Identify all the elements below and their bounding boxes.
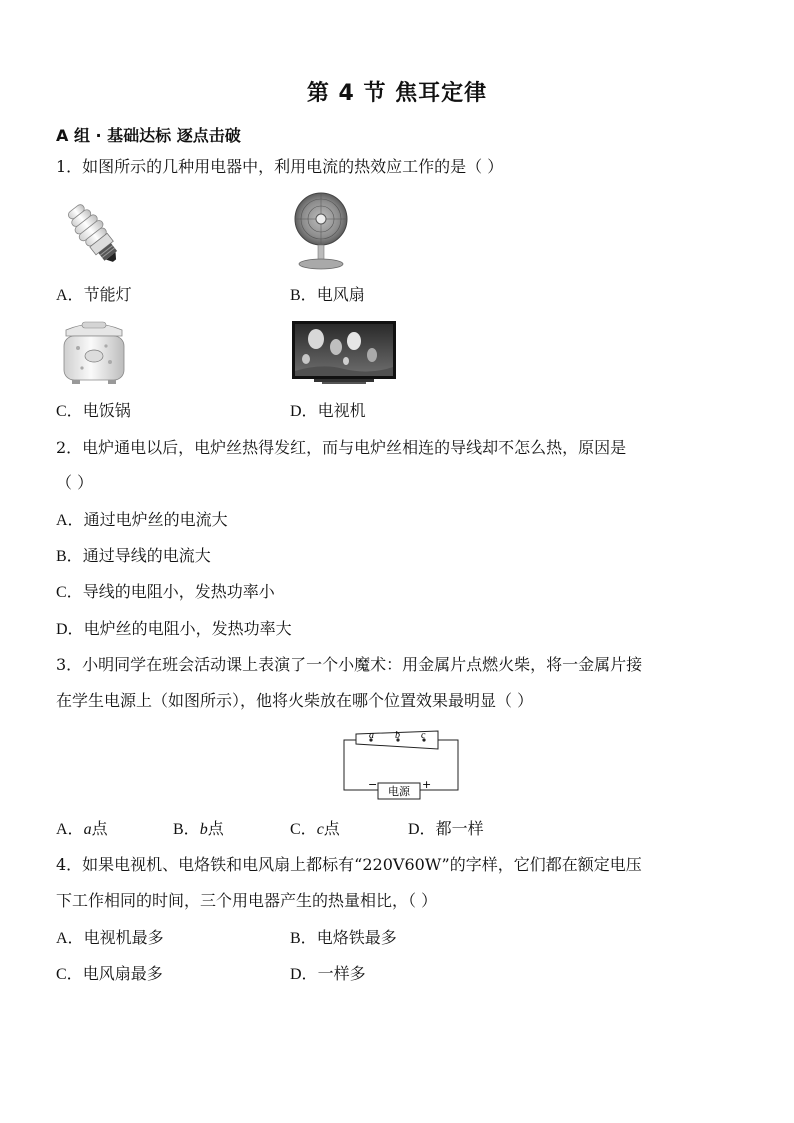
- q4-stem-line1: 4．如果电视机、电烙铁和电风扇上都标有“220V60W”的字样，它们都在额定电压: [56, 855, 642, 874]
- circuit-diagram: [340, 726, 464, 806]
- energy-saving-bulb-image: [56, 200, 132, 272]
- q2-option-a[interactable]: [56, 509, 228, 532]
- q3-option-b-text: 点: [207, 819, 224, 838]
- q3-option-c-var: c: [316, 821, 324, 838]
- q4-option-c-letter: C．: [56, 966, 83, 983]
- q4-option-b-letter: B．: [290, 930, 317, 947]
- q3-option-d-text: 都一样: [435, 819, 484, 838]
- q4-option-d-text: 一样多: [317, 964, 366, 983]
- q1-option-d-text: 电视机: [317, 401, 366, 420]
- q2-option-d-text: 电炉丝的电阻小，发热功率大: [83, 619, 292, 638]
- q3-option-a[interactable]: [56, 818, 108, 841]
- q3-stem-line2: 在学生电源上（如图所示），他将火柴放在哪个位置效果最明显（ ）: [56, 691, 534, 710]
- q3-option-d-letter: D．: [408, 821, 436, 838]
- point-a-label: a: [369, 730, 374, 741]
- television-image: [292, 321, 396, 385]
- q1-option-b-letter: B．: [290, 287, 317, 304]
- q4-option-a-letter: A．: [56, 930, 84, 947]
- q3-option-c-text: 点: [323, 819, 340, 838]
- q4-stem-line2: 下工作相同的时间，三个用电器产生的热量相比，（ ）: [56, 891, 438, 910]
- q1-stem: 1．如图所示的几种用电器中，利用电流的热效应工作的是（ ）: [56, 157, 504, 176]
- minus-terminal-label: −: [368, 778, 378, 791]
- group-heading: A 组 · 基础达标 逐点击破: [56, 126, 241, 145]
- q3-option-c[interactable]: [290, 818, 340, 841]
- q2-stem-line1: 2．电炉通电以后，电炉丝热得发红，而与电炉丝相连的导线却不怎么热，原因是: [56, 438, 627, 457]
- plus-terminal-label: +: [422, 778, 432, 791]
- q1-option-c-text: 电饭锅: [82, 401, 131, 420]
- q4-option-b-text: 电烙铁最多: [316, 928, 397, 947]
- q1-option-a-text: 节能灯: [83, 285, 132, 304]
- page-title: 第 4 节 焦耳定律: [306, 81, 488, 106]
- q1-option-b[interactable]: [290, 284, 365, 307]
- rice-cooker-image: [58, 318, 130, 386]
- q3-option-b-var: b: [199, 821, 208, 838]
- q4-option-d-letter: D．: [290, 966, 318, 983]
- point-b-label: b: [395, 730, 400, 741]
- power-source-label: 电源: [388, 785, 410, 798]
- q3-option-a-letter: A．: [56, 821, 84, 838]
- q3-option-c-letter: C．: [290, 821, 317, 838]
- q1-option-c-letter: C．: [56, 403, 83, 420]
- q1-option-b-text: 电风扇: [316, 285, 365, 304]
- q3-option-a-text: 点: [91, 819, 108, 838]
- q2-option-c-letter: C．: [56, 584, 83, 601]
- q4-option-b[interactable]: [290, 927, 397, 950]
- q2-option-c[interactable]: [56, 581, 275, 604]
- q2-stem-line2: （ ）: [56, 473, 94, 492]
- q4-option-c[interactable]: [56, 963, 163, 986]
- q3-option-b[interactable]: [173, 818, 224, 841]
- q4-option-a[interactable]: [56, 927, 164, 950]
- q1-option-d-letter: D．: [290, 403, 318, 420]
- q3-option-a-var: a: [83, 821, 92, 838]
- q2-option-a-letter: A．: [56, 512, 84, 529]
- q4-option-d[interactable]: [290, 963, 366, 986]
- q2-option-b-text: 通过导线的电流大: [82, 546, 211, 565]
- electric-fan-image: [288, 191, 354, 271]
- q3-option-d[interactable]: [408, 818, 484, 841]
- q1-option-d[interactable]: [290, 400, 366, 423]
- q2-option-b-letter: B．: [56, 548, 83, 565]
- q3-stem-line1: 3．小明同学在班会活动课上表演了一个小魔术：用金属片点燃火柴，将一金属片接: [56, 655, 643, 674]
- q1-option-c[interactable]: [56, 400, 131, 423]
- q2-option-d[interactable]: [56, 618, 292, 641]
- q2-option-b[interactable]: [56, 545, 211, 568]
- point-c-label: c: [421, 730, 426, 741]
- q2-option-d-letter: D．: [56, 621, 84, 638]
- q1-option-a[interactable]: [56, 284, 132, 307]
- q3-option-b-letter: B．: [173, 821, 200, 838]
- q1-option-a-letter: A．: [56, 287, 84, 304]
- q2-option-a-text: 通过电炉丝的电流大: [83, 510, 228, 529]
- q2-option-c-text: 导线的电阻小，发热功率小: [82, 582, 275, 601]
- q4-option-c-text: 电风扇最多: [82, 964, 163, 983]
- q4-option-a-text: 电视机最多: [83, 928, 164, 947]
